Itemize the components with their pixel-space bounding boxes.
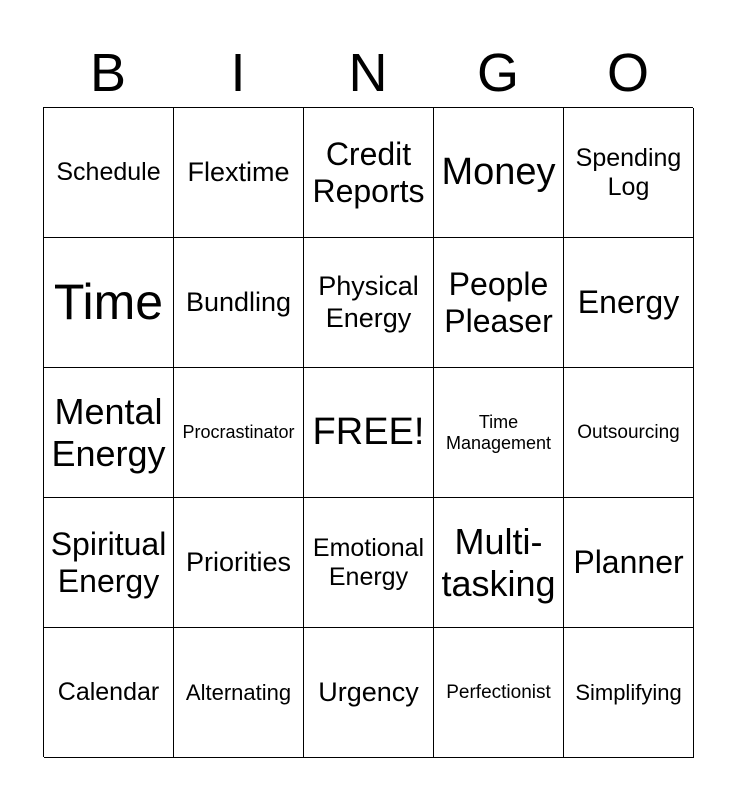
header-letter-i: I — [230, 43, 246, 103]
cell-label: Energy — [577, 284, 680, 321]
bingo-cell[interactable] — [174, 628, 304, 758]
cell-label: Planner — [573, 544, 684, 581]
cell-label: Priorities — [185, 546, 292, 577]
cell-label: Urgency — [318, 676, 419, 707]
header-letter-o: O — [606, 43, 649, 103]
bingo-cell[interactable] — [44, 628, 174, 758]
bingo-cell[interactable] — [174, 238, 304, 368]
bingo-header — [43, 40, 693, 106]
bingo-cell[interactable] — [44, 498, 174, 628]
bingo-cell[interactable] — [174, 498, 304, 628]
cell-label: Outsourcing — [577, 421, 680, 443]
bingo-cell[interactable] — [44, 238, 174, 368]
bingo-cell[interactable] — [564, 498, 694, 628]
bingo-cell[interactable] — [434, 628, 564, 758]
header-letter-g: G — [476, 43, 519, 103]
cell-label: Credit Reports — [312, 135, 425, 209]
cell-label: Money — [441, 150, 556, 193]
cell-label: Mental Energy — [51, 391, 166, 474]
bingo-cell[interactable] — [44, 108, 174, 238]
bingo-cell[interactable] — [434, 368, 564, 498]
bingo-cell[interactable] — [304, 108, 434, 238]
cell-label: Spending Log — [575, 143, 682, 201]
cell-label: Calendar — [57, 678, 160, 707]
cell-label: Procrastinator — [182, 422, 295, 443]
bingo-cell[interactable] — [304, 498, 434, 628]
cell-label: Bundling — [185, 286, 292, 317]
cell-label: Multi- tasking — [441, 521, 556, 604]
bingo-cell[interactable] — [564, 368, 694, 498]
cell-label: Perfectionist — [446, 681, 551, 703]
cell-label: Simplifying — [575, 679, 682, 705]
bingo-cell[interactable] — [564, 628, 694, 758]
header-letter-n: N — [348, 43, 388, 103]
cell-label: Alternating — [185, 679, 292, 705]
bingo-cell[interactable] — [174, 368, 304, 498]
bingo-cell[interactable] — [434, 108, 564, 238]
cell-label: Time — [53, 273, 164, 330]
cell-label: Schedule — [56, 158, 161, 187]
bingo-board — [43, 107, 693, 757]
cell-label: People Pleaser — [444, 265, 553, 339]
cell-label: Flextime — [187, 156, 290, 187]
bingo-cell[interactable] — [304, 238, 434, 368]
cell-label: Emotional Energy — [312, 533, 425, 591]
header-letter-b: B — [89, 43, 127, 103]
bingo-cell[interactable] — [564, 238, 694, 368]
cell-label: Physical Energy — [318, 271, 419, 333]
free-space-label: FREE! — [312, 410, 425, 453]
bingo-cell[interactable] — [434, 238, 564, 368]
bingo-cell[interactable] — [434, 498, 564, 628]
bingo-cell[interactable] — [304, 628, 434, 758]
bingo-cell free-space[interactable] — [304, 368, 434, 498]
bingo-cell[interactable] — [564, 108, 694, 238]
cell-label: Time Management — [445, 411, 552, 453]
cell-label: Spiritual Energy — [50, 525, 167, 599]
bingo-cell[interactable] — [44, 368, 174, 498]
bingo-cell[interactable] — [174, 108, 304, 238]
